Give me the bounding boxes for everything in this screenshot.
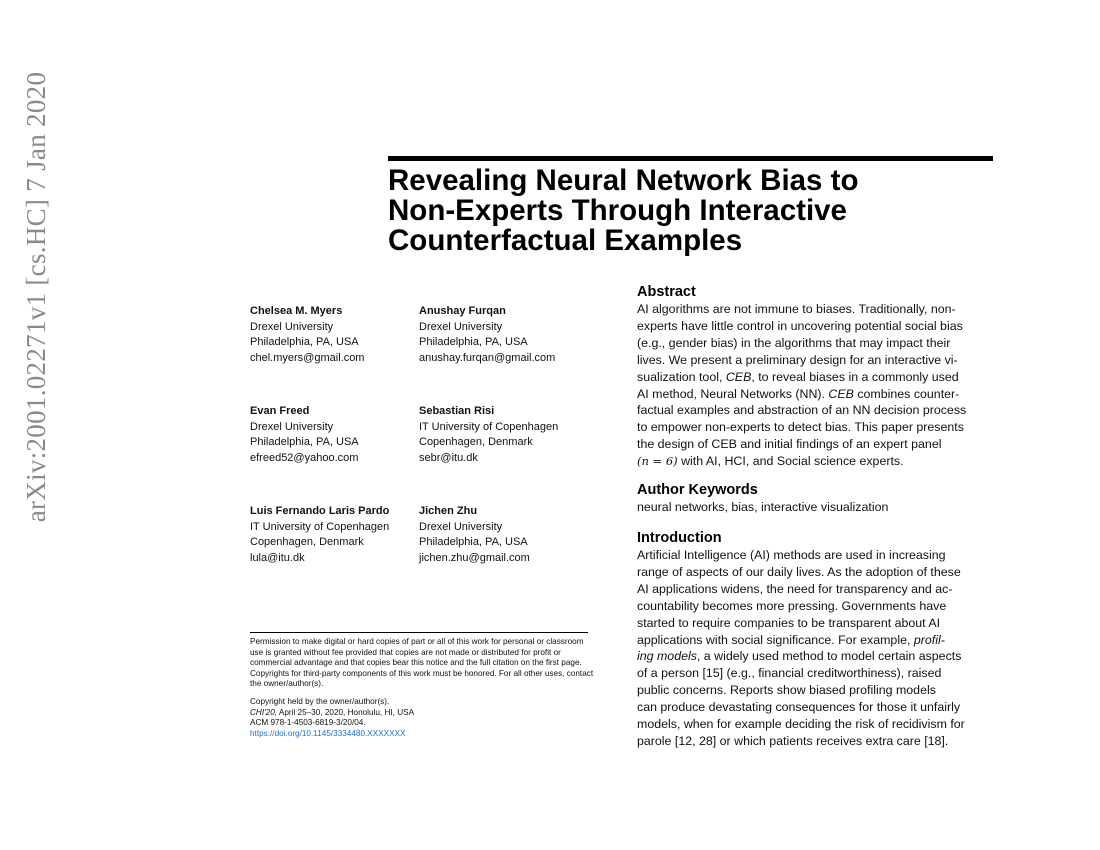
author-card bbox=[419, 504, 594, 566]
author-email: jichen.zhu@gmail.com bbox=[419, 551, 530, 564]
author-location: Philadelphia, PA, USA bbox=[250, 436, 359, 448]
author-card bbox=[419, 304, 594, 366]
venue-details: April 25–30, 2020, Honolulu, HI, USA bbox=[277, 707, 415, 717]
text-line bbox=[637, 386, 982, 403]
text-fragment: AI method, Neural Networks (NN). bbox=[637, 386, 829, 401]
text-line: AI algorithms are not immune to biases. Traditionally, non- bbox=[637, 302, 956, 316]
author-card bbox=[250, 404, 425, 466]
text-line: parole [12, 28] or which patients receives extra care [18]. bbox=[637, 733, 949, 748]
tool-name-ceb: CEB bbox=[725, 369, 752, 384]
venue-line bbox=[250, 708, 595, 719]
text-line: the design of CEB and initial findings of an expert panel bbox=[637, 437, 942, 452]
arxiv-identifier-stamp: arXiv:2001.02271v1 [cs.HC] 7 Jan 2020 bbox=[21, 71, 51, 523]
author-name: Chelsea M. Myers bbox=[250, 305, 343, 317]
text-fragment: , to reveal biases in a commonly used bbox=[751, 369, 959, 384]
title-line: Counterfactual Examples bbox=[388, 224, 743, 257]
venue-name: CHI'20, bbox=[250, 707, 278, 717]
abstract-section bbox=[637, 284, 982, 470]
introduction-heading: Introduction bbox=[637, 530, 722, 546]
author-affiliation: Drexel University bbox=[250, 320, 334, 333]
text-fragment: applications with social significance. For example, bbox=[637, 632, 914, 647]
tool-name-ceb: CEB bbox=[828, 386, 854, 401]
title-line: Revealing Neural Network Bias to bbox=[388, 164, 859, 197]
author-email: efreed52@yahoo.com bbox=[250, 451, 359, 464]
author-affiliation: Drexel University bbox=[419, 320, 503, 333]
author-card bbox=[250, 504, 425, 566]
text-line bbox=[637, 632, 982, 649]
keywords-text: neural networks, bias, interactive visualization bbox=[637, 500, 889, 514]
author-affiliation: Drexel University bbox=[250, 420, 334, 433]
abstract-text bbox=[637, 301, 982, 470]
author-location: Philadelphia, PA, USA bbox=[250, 336, 359, 348]
author-affiliation: Drexel University bbox=[419, 520, 503, 533]
text-line: of a person [15] (e.g., financial creditworthiness), raised bbox=[637, 666, 942, 681]
acm-isbn: ACM 978-1-4503-6819-3/20/04. bbox=[250, 718, 366, 728]
text-fragment: sualization tool, bbox=[637, 369, 726, 384]
author-name: Sebastian Risi bbox=[419, 405, 495, 417]
text-line: lives. We present a preliminary design for an interactive vi- bbox=[637, 352, 958, 367]
panel-size-math: (n = 6) bbox=[637, 454, 678, 469]
text-line bbox=[637, 453, 982, 470]
paper-title bbox=[388, 166, 988, 256]
author-location: Copenhagen, Denmark bbox=[250, 536, 364, 548]
text-line: public concerns. Reports show biased profiling models bbox=[637, 683, 936, 698]
text-line bbox=[637, 369, 982, 386]
text-fragment: , a widely used method to model certain aspects bbox=[696, 649, 962, 664]
introduction-section bbox=[637, 530, 982, 750]
author-name: Evan Freed bbox=[250, 405, 310, 417]
author-email: chel.myers@gmail.com bbox=[250, 351, 365, 364]
text-fragment: combines counter- bbox=[853, 386, 960, 401]
copyright-held: Copyright held by the owner/author(s). bbox=[250, 697, 390, 706]
author-name: Jichen Zhu bbox=[419, 505, 478, 517]
author-card bbox=[250, 304, 425, 366]
footnote-divider bbox=[250, 632, 588, 633]
emphasized-term: profil- bbox=[913, 632, 945, 647]
doi-link[interactable]: https://doi.org/10.1145/3334480.XXXXXXX bbox=[250, 728, 406, 738]
text-line: Artificial Intelligence (AI) methods are used in increasing bbox=[637, 548, 946, 562]
text-line: can produce devastating consequences for those it unfairly bbox=[637, 700, 961, 715]
author-name: Anushay Furqan bbox=[419, 305, 506, 317]
text-line: range of aspects of our daily lives. As the adoption of these bbox=[637, 564, 961, 579]
text-line: factual examples and abstraction of an NN decision process bbox=[637, 403, 967, 418]
title-line: Non-Experts Through Interactive bbox=[388, 194, 847, 227]
author-name: Luis Fernando Laris Pardo bbox=[250, 505, 390, 517]
copyright-block bbox=[250, 697, 595, 739]
author-location: Philadelphia, PA, USA bbox=[419, 536, 528, 548]
keywords-heading: Author Keywords bbox=[637, 482, 758, 498]
author-affiliation: IT University of Copenhagen bbox=[250, 520, 390, 533]
author-affiliation: IT University of Copenhagen bbox=[419, 420, 559, 433]
emphasized-term: ing models bbox=[637, 649, 697, 664]
author-location: Philadelphia, PA, USA bbox=[419, 336, 528, 348]
author-card bbox=[419, 404, 594, 466]
abstract-heading: Abstract bbox=[637, 284, 696, 300]
text-fragment: with AI, HCI, and Social science experts. bbox=[677, 454, 904, 469]
author-email: lula@itu.dk bbox=[250, 551, 305, 564]
text-line: experts have little control in uncovering potential social bias bbox=[637, 318, 963, 333]
permission-notice: Permission to make digital or hard copies of part or all of this work for personal or classroom use is granted without fee provided that copies are not made or distributed for profit or commercial advantage and that copies bear this notice and the full citation on the first page. Copyrights for third-party components of this work must be honored. For all other uses, contact the owner/author(s). bbox=[250, 637, 594, 688]
text-line: AI applications widens, the need for transparency and ac- bbox=[637, 581, 953, 596]
text-line: (e.g., gender bias) in the algorithms that may impact their bbox=[637, 335, 951, 350]
author-email: anushay.furqan@gmail.com bbox=[419, 351, 556, 364]
author-location: Copenhagen, Denmark bbox=[419, 436, 533, 448]
text-line: models, when for example deciding the risk of recidivism for bbox=[637, 717, 965, 732]
text-line bbox=[637, 648, 982, 665]
title-top-rule bbox=[388, 156, 993, 161]
text-line: to empower non-experts to detect bias. This paper presents bbox=[637, 420, 964, 435]
introduction-text bbox=[637, 547, 982, 750]
text-line: started to require companies to be transparent about AI bbox=[637, 615, 941, 630]
author-email: sebr@itu.dk bbox=[419, 451, 478, 464]
text-line: countability becomes more pressing. Governments have bbox=[637, 598, 947, 613]
keywords-section bbox=[637, 482, 982, 516]
